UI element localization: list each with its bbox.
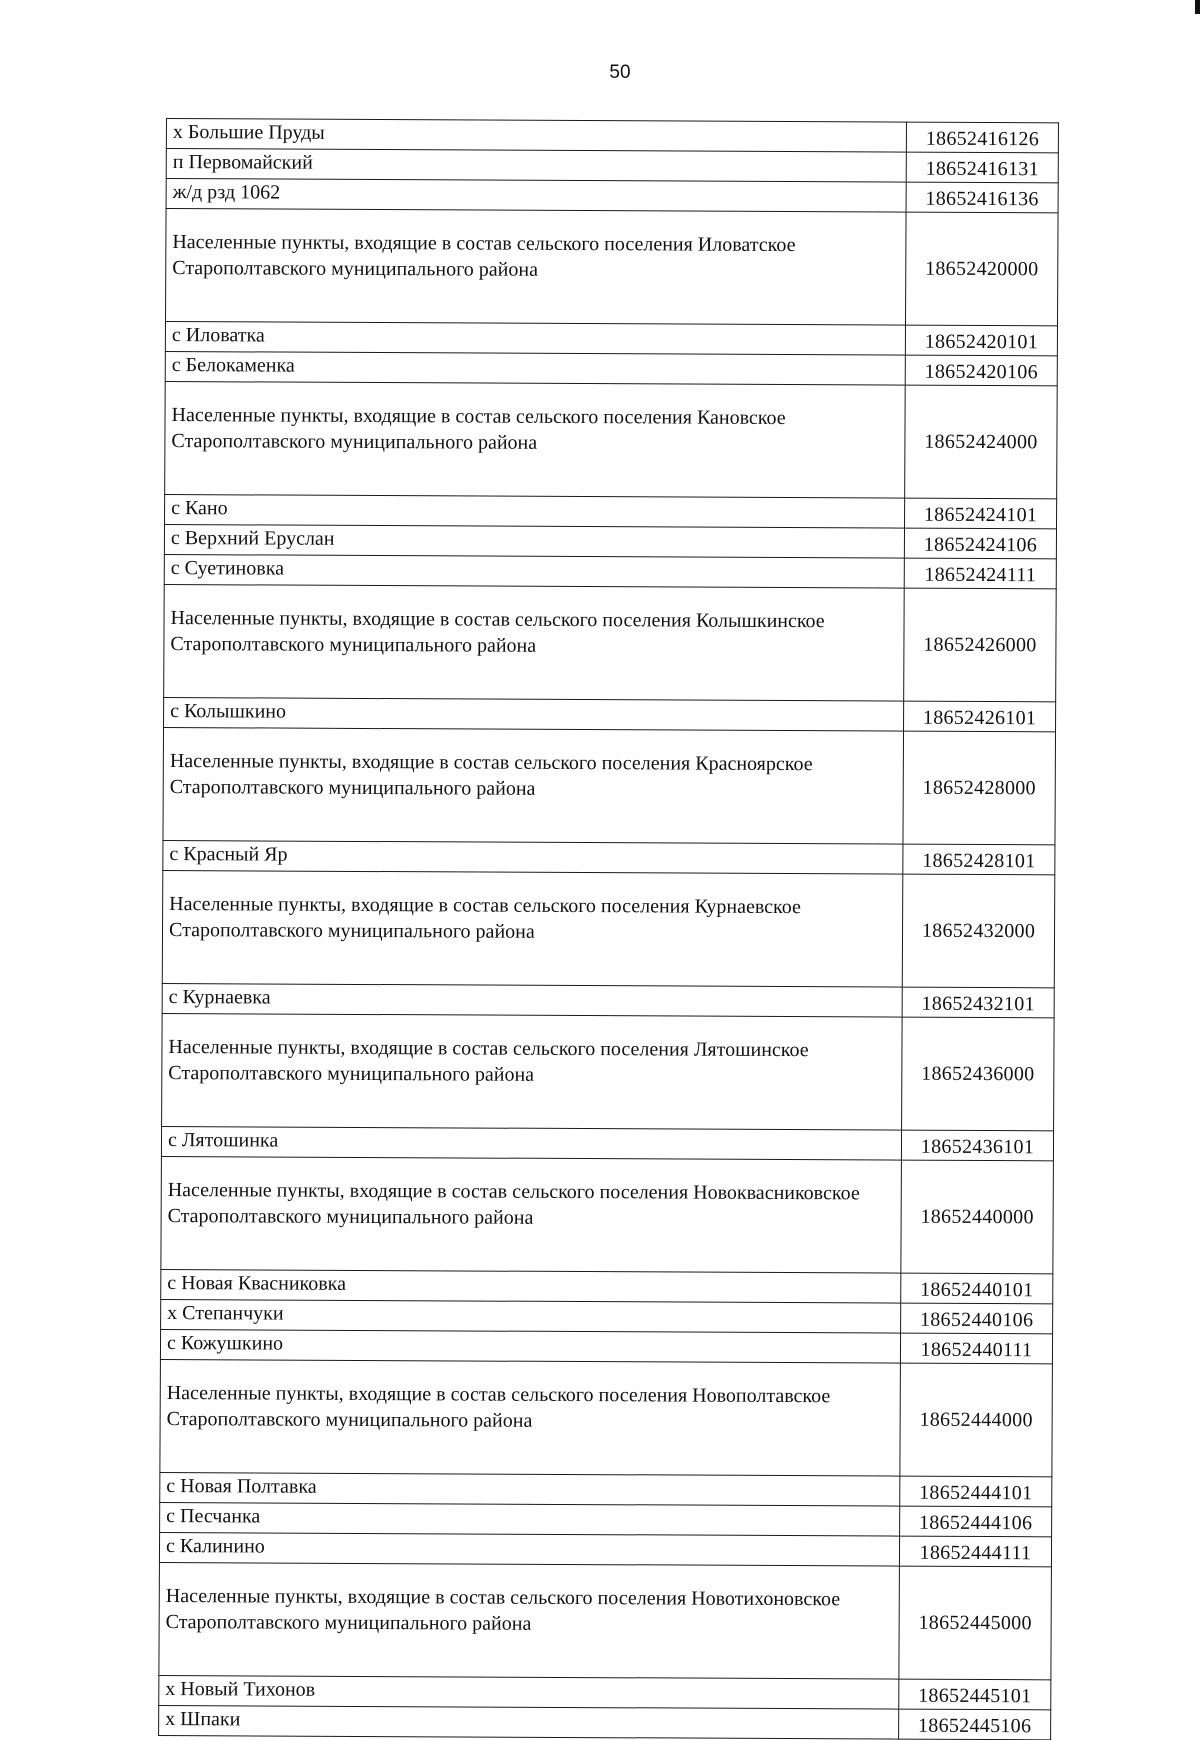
settlement-name-cell: с Суетиновка: [164, 554, 904, 588]
oktmo-code-cell: 18652424000: [905, 385, 1058, 499]
group-description-cell: Населенные пункты, входящие в состав сельского поселения Красноярское Старополтавского муниципального района: [163, 727, 904, 844]
settlement-name-cell: с Белокаменка: [165, 351, 905, 385]
oktmo-code-cell: 18652445106: [899, 1709, 1051, 1740]
settlement-group-row: [162, 870, 1055, 987]
settlement-row: [161, 1299, 1053, 1333]
settlement-row: [159, 1705, 1051, 1739]
settlement-group-row: [163, 727, 1056, 844]
settlement-row: [159, 1675, 1051, 1709]
oktmo-code-cell: 18652426000: [904, 588, 1057, 702]
group-description-cell: Населенные пункты, входящие в состав сельского поселения Иловатское Старополтавского муниципального района: [166, 209, 907, 326]
settlement-group-row: [165, 381, 1058, 498]
oktmo-code-cell: 18652420000: [905, 212, 1058, 326]
settlement-row: [165, 351, 1057, 385]
oktmo-code-cell: 18652440111: [900, 1333, 1052, 1364]
settlement-row: [159, 1532, 1051, 1566]
settlement-row: [164, 554, 1056, 588]
settlement-group-row: [166, 209, 1059, 326]
settlement-name-cell: с Курнаевка: [162, 983, 902, 1017]
settlement-row: [165, 494, 1057, 528]
oktmo-code-cell: 18652426101: [904, 701, 1056, 732]
settlement-group-row: [159, 1562, 1052, 1679]
oktmo-code-cell: 18652428000: [903, 731, 1056, 845]
oktmo-code-cell: 18652440101: [901, 1273, 1053, 1304]
settlement-name-cell: с Кожушкино: [160, 1329, 900, 1363]
oktmo-code-cell: 18652444106: [900, 1506, 1052, 1537]
settlement-row: [166, 149, 1058, 183]
settlement-row: [164, 697, 1056, 731]
settlement-name-cell: х Большие Пруды: [166, 119, 906, 153]
oktmo-code-cell: 18652424106: [904, 528, 1056, 559]
oktmo-code-cell: 18652420106: [905, 355, 1057, 386]
oktmo-code-cell: 18652432101: [902, 987, 1054, 1018]
settlement-row: [166, 119, 1058, 153]
settlement-name-cell: с Колышкино: [164, 697, 904, 731]
oktmo-code-cell: 18652420101: [905, 325, 1057, 356]
settlement-name-cell: х Новый Тихонов: [159, 1675, 899, 1709]
oktmo-code-cell: 18652416126: [906, 122, 1058, 153]
oktmo-code-cell: 18652444101: [900, 1476, 1052, 1507]
settlement-name-cell: с Лятошинка: [161, 1126, 901, 1160]
oktmo-code-cell: 18652432000: [902, 874, 1055, 988]
settlement-code-table: [158, 118, 1059, 1740]
settlement-group-row: [164, 584, 1057, 701]
oktmo-code-cell: 18652424101: [905, 498, 1057, 529]
settlement-name-cell: с Верхний Еруслан: [164, 524, 904, 558]
table-body: [159, 119, 1059, 1740]
group-description-cell: Населенные пункты, входящие в состав сельского поселения Новополтавское Старополтавского муниципального района: [160, 1359, 901, 1476]
settlement-group-row: [161, 1156, 1054, 1273]
oktmo-code-cell: 18652416131: [906, 152, 1058, 183]
group-description-cell: Населенные пункты, входящие в состав сельского поселения Новоквасниковское Старополтавского муниципального района: [161, 1156, 902, 1273]
group-description-cell: Населенные пункты, входящие в состав сельского поселения Лятошинское Старополтавского муниципального района: [162, 1013, 903, 1130]
settlement-row: [161, 1269, 1053, 1303]
settlement-name-cell: х Шпаки: [159, 1705, 899, 1739]
oktmo-code-cell: 18652444111: [899, 1536, 1051, 1567]
settlement-row: [163, 840, 1055, 874]
oktmo-code-cell: 18652436101: [901, 1130, 1053, 1161]
oktmo-code-cell: 18652436000: [902, 1017, 1055, 1131]
page-number: 50: [609, 62, 631, 83]
group-description-cell: Населенные пункты, входящие в состав сельского поселения Курнаевское Старополтавского муниципального района: [162, 870, 903, 987]
settlement-name-cell: с Кано: [165, 494, 905, 528]
settlement-name-cell: с Новая Полтавка: [160, 1472, 900, 1506]
settlement-name-cell: ж/д рзд 1062: [166, 179, 906, 213]
scan-edge-mark: [1195, 0, 1200, 14]
oktmo-code-cell: 18652440000: [901, 1160, 1054, 1274]
settlement-row: [160, 1329, 1052, 1363]
settlement-name-cell: с Новая Квасниковка: [161, 1269, 901, 1303]
group-description-cell: Населенные пункты, входящие в состав сельского поселения Колышкинское Старополтавского муниципального района: [164, 584, 905, 701]
oktmo-code-cell: 18652445101: [899, 1679, 1051, 1710]
settlement-name-cell: п Первомайский: [166, 149, 906, 183]
settlement-row: [160, 1502, 1052, 1536]
settlement-row: [160, 1472, 1052, 1506]
settlement-group-row: [162, 1013, 1055, 1130]
oktmo-code-cell: 18652428101: [903, 844, 1055, 875]
settlement-name-cell: с Песчанка: [160, 1502, 900, 1536]
settlement-name-cell: х Степанчуки: [161, 1299, 901, 1333]
settlement-row: [162, 983, 1054, 1017]
settlement-name-cell: с Красный Яр: [163, 840, 903, 874]
settlement-row: [166, 179, 1058, 213]
settlement-row: [161, 1126, 1053, 1160]
oktmo-code-cell: 18652444000: [900, 1363, 1053, 1477]
settlement-row: [164, 524, 1056, 558]
oktmo-code-cell: 18652416136: [906, 182, 1058, 213]
group-description-cell: Населенные пункты, входящие в состав сельского поселения Кановское Старополтавского муниципального района: [165, 381, 906, 498]
oktmo-code-cell: 18652424111: [904, 558, 1056, 589]
oktmo-code-cell: 18652445000: [899, 1566, 1052, 1680]
oktmo-code-cell: 18652440106: [901, 1303, 1053, 1334]
settlement-row: [165, 322, 1057, 356]
settlement-name-cell: с Калинино: [159, 1532, 899, 1566]
settlement-group-row: [160, 1359, 1053, 1476]
settlement-name-cell: с Иловатка: [165, 322, 905, 356]
group-description-cell: Населенные пункты, входящие в состав сельского поселения Новотихоновское Старополтавского муниципального района: [159, 1562, 900, 1679]
